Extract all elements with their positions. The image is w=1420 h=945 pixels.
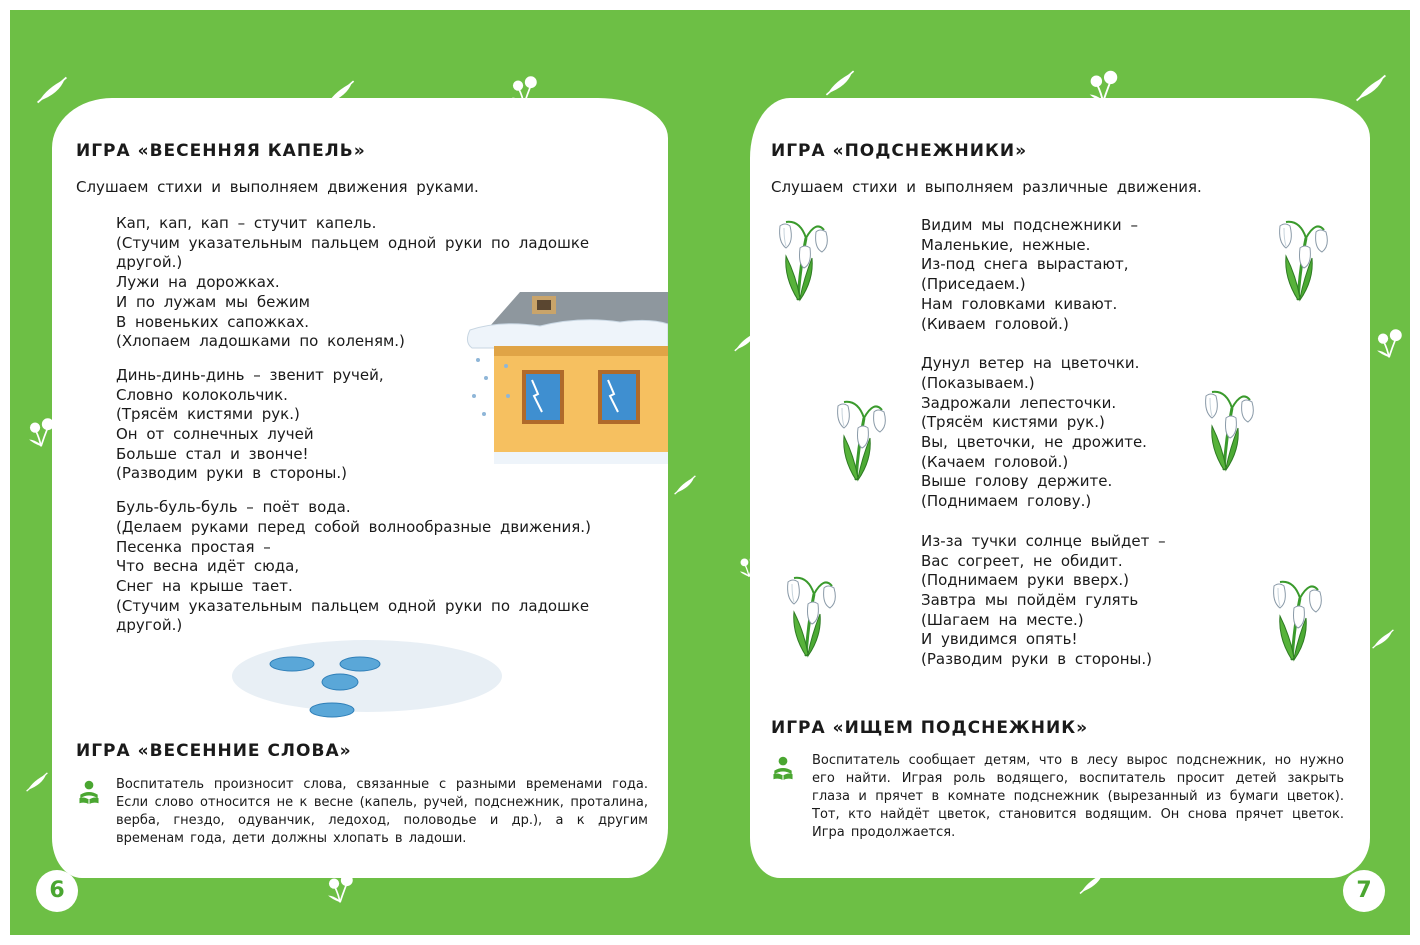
snowdrop-icon <box>1264 568 1324 663</box>
poem-line: (Шагаем на месте.) <box>921 610 1084 629</box>
game-title-spring-words: ИГРА «ВЕСЕННИЕ СЛОВА» <box>76 741 352 761</box>
game-description: Воспитатель произносит слова, связанные с разными временами года. Если слово относится не к весне (капель, ручей, подснежник, проталина, верба, гнездо, одуванчик, ледоход, половодье и др.), а к другим временам года, дети должны хлопать в ладоши. <box>116 777 648 846</box>
stanza <box>921 532 1166 670</box>
poem-line: Вы, цветочки, не дрожите. <box>921 433 1147 452</box>
dandelion-icon <box>1372 322 1406 362</box>
poem-line: другой.) <box>116 616 183 635</box>
poem-line: (Хлопаем ладошками по коленям.) <box>116 332 405 351</box>
poem-line: Словно колокольчик. <box>116 385 288 404</box>
poem-line: (Делаем руками перед собой волнообразные движения.) <box>116 517 591 536</box>
game-description: Воспитатель сообщает детям, что в лесу вырос подснежник, но нужно его найти. Играя роль водящего, воспитатель просит детей закрыть глаза и прячет в комнате подснежник (вырезанный из бумаги цветок). Тот, кто найдёт цветок, становится водящим. Он снова прячет цветок. Игра продолжается. <box>812 753 1344 840</box>
game-title-find-snowdrop: ИГРА «ИЩЕМ ПОДСНЕЖНИК» <box>771 718 1089 738</box>
poem-line: (Разводим руки в стороны.) <box>921 650 1153 669</box>
poem-line: Что весна идёт сюда, <box>116 557 300 576</box>
poem-line: (Поднимаем руки вверх.) <box>921 571 1129 590</box>
snowdrop-icon <box>770 208 830 303</box>
snowdrop-icon <box>778 564 838 659</box>
page-number-right: 7 <box>1343 870 1385 912</box>
snowdrop-icon <box>1196 378 1256 473</box>
poem-line: Маленькие, нежные. <box>921 235 1091 254</box>
poem-line: (Киваем головой.) <box>921 314 1069 333</box>
stanza <box>116 498 591 636</box>
book-spread <box>10 10 1410 935</box>
poem-line: Он от солнечных лучей <box>116 425 314 444</box>
snowdrop-icon <box>1270 208 1330 303</box>
poem-line: Из-под снега вырастают, <box>921 255 1129 274</box>
poem-line: Песенка простая – <box>116 537 271 556</box>
left-page <box>52 98 668 878</box>
poem-line: Вас согреет, не обидит. <box>921 551 1123 570</box>
poem-line: (Трясём кистями рук.) <box>921 413 1105 432</box>
teacher-icon <box>76 778 102 806</box>
poem-line: Динь-динь-динь – звенит ручей, <box>116 365 384 384</box>
poem-line: Выше голову держите. <box>921 472 1113 491</box>
poem-line: (Стучим указательным пальцем одной руки по ладошке <box>116 233 590 252</box>
leaf-icon <box>34 72 70 108</box>
teacher-icon <box>770 754 796 782</box>
house-illustration <box>460 286 668 464</box>
game-title-spring-drops: ИГРА «ВЕСЕННЯЯ КАПЕЛЬ» <box>76 141 366 161</box>
poem-line: Видим мы подснежники – <box>921 216 1138 234</box>
stanza <box>921 216 1166 334</box>
puddles-illustration <box>232 626 502 722</box>
poem-line: (Поднимаем голову.) <box>921 492 1092 511</box>
game-title-snowdrops: ИГРА «ПОДСНЕЖНИКИ» <box>771 141 1028 161</box>
poem-line: Задрожали лепесточки. <box>921 393 1117 412</box>
page-number-left: 6 <box>36 870 78 912</box>
poem-line: другой.) <box>116 253 183 272</box>
leaf-icon <box>820 66 860 100</box>
poem-line: Завтра мы пойдём гулять <box>921 590 1139 609</box>
leaf-icon <box>1352 70 1390 106</box>
poem-line: Снег на крыше тает. <box>116 576 293 595</box>
poem-line: И увидимся опять! <box>921 630 1078 649</box>
intro-text: Слушаем стихи и выполняем различные движения. <box>771 178 1202 196</box>
poem-line: (Качаем головой.) <box>921 452 1069 471</box>
poem-line: (Трясём кистями рук.) <box>116 405 300 424</box>
leaf-icon <box>1370 618 1396 660</box>
poem-line: Нам головками кивают. <box>921 294 1118 313</box>
poem-line: И по лужам мы бежим <box>116 292 310 311</box>
poem-line: (Приседаем.) <box>921 275 1026 294</box>
poem-line: В новеньких сапожках. <box>116 312 310 331</box>
poem-line: Кап, кап, кап – стучит капель. <box>116 214 377 232</box>
stanza <box>921 354 1166 512</box>
poem-line: Дунул ветер на цветочки. <box>921 354 1140 373</box>
intro-text: Слушаем стихи и выполняем движения руками. <box>76 178 479 196</box>
poem-line: Лужи на дорожках. <box>116 273 280 292</box>
poem-line: Больше стал и звонче! <box>116 444 309 463</box>
poem-line: Буль-буль-буль – поёт вода. <box>116 498 351 517</box>
snowdrop-icon <box>828 388 888 483</box>
poem-snowdrops <box>921 216 1166 684</box>
leaf-icon <box>672 462 698 508</box>
leaf-icon <box>24 762 50 802</box>
poem-line: (Разводим руки в стороны.) <box>116 464 348 483</box>
poem-line: Из-за тучки солнце выйдет – <box>921 531 1166 550</box>
right-page <box>750 98 1370 878</box>
poem-line: (Показываем.) <box>921 373 1035 392</box>
poem-line: (Стучим указательным пальцем одной руки по ладошке <box>116 596 590 615</box>
